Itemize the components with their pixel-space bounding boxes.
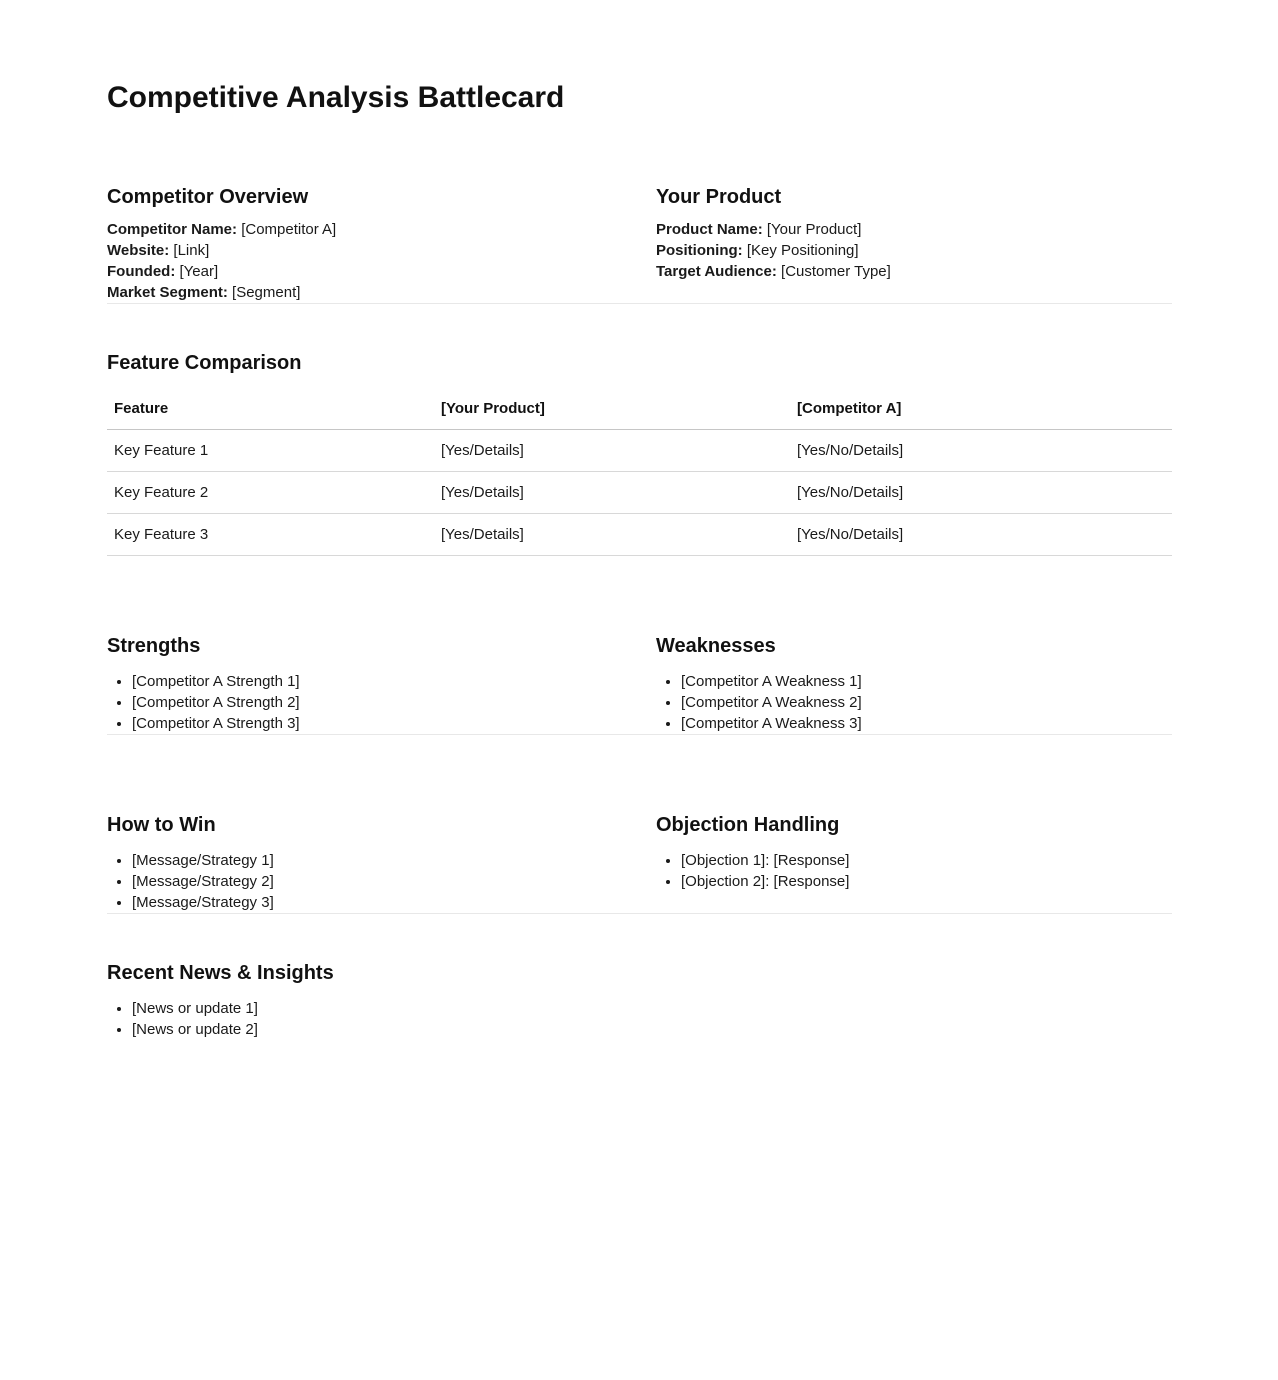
win-objection-section <box>107 812 1172 913</box>
strengths-heading: Strengths <box>107 635 201 657</box>
list-item: • [Message/Strategy 1] <box>132 850 656 871</box>
weaknesses-heading: Weaknesses <box>656 635 776 657</box>
list-item: • [Competitor A Strength 3] <box>132 713 656 734</box>
table-cell-feature: Key Feature 2 <box>107 472 434 514</box>
product-name-value: [Your Product] <box>766 221 862 238</box>
column-header-your-product: [Your Product] <box>434 388 790 430</box>
feature-comparison-section <box>107 350 1172 556</box>
divider <box>107 913 1172 914</box>
target-audience-field <box>656 261 1172 282</box>
column-header-competitor-a: [Competitor A] <box>790 388 1172 430</box>
table-cell-feature: Key Feature 3 <box>107 514 434 556</box>
table-cell-competitor-a: [Yes/No/Details] <box>790 472 1172 514</box>
objection-handling-list <box>656 850 1172 892</box>
market-segment-label: Market Segment: <box>107 284 228 301</box>
target-audience-label: Target Audience: <box>656 263 777 280</box>
battlecard-document <box>0 80 1278 1380</box>
list-item: • [Competitor A Weakness 3] <box>681 713 1172 734</box>
table-cell-your-product: [Yes/Details] <box>434 430 790 472</box>
your-product-fields <box>656 219 1172 282</box>
column-header-feature: Feature <box>107 388 434 430</box>
table-cell-your-product: [Yes/Details] <box>434 472 790 514</box>
list-item: • [News or update 2] <box>132 1019 1172 1040</box>
list-item: • [Competitor A Strength 2] <box>132 692 656 713</box>
target-audience-value: [Customer Type] <box>781 263 891 280</box>
objection-handling-heading: Objection Handling <box>656 814 840 836</box>
how-to-win-column <box>107 812 656 913</box>
product-name-label: Product Name: <box>656 221 763 238</box>
list-item: • [Objection 2]: [Response] <box>681 871 1172 892</box>
weaknesses-list <box>656 671 1172 734</box>
recent-news-list <box>107 998 1172 1040</box>
strengths-weaknesses-section <box>107 633 1172 734</box>
overview-section <box>107 184 1172 303</box>
list-item: • [Competitor A Strength 1] <box>132 671 656 692</box>
competitor-overview-column <box>107 184 656 303</box>
founded-field <box>107 261 656 282</box>
how-to-win-list <box>107 850 656 913</box>
positioning-label: Positioning: <box>656 242 743 259</box>
table-row <box>107 514 1172 556</box>
competitor-name-field <box>107 219 656 240</box>
your-product-heading: Your Product <box>656 186 782 208</box>
feature-comparison-table <box>107 388 1172 556</box>
weaknesses-column <box>656 633 1172 734</box>
list-item: • [Objection 1]: [Response] <box>681 850 1172 871</box>
recent-news-heading: Recent News & Insights <box>107 962 334 984</box>
competitor-overview-fields <box>107 219 656 303</box>
strengths-column <box>107 633 656 734</box>
recent-news-section <box>107 960 1172 1040</box>
table-cell-competitor-a: [Yes/No/Details] <box>790 430 1172 472</box>
competitor-name-label: Competitor Name: <box>107 221 238 238</box>
table-row <box>107 472 1172 514</box>
list-item: • [News or update 1] <box>132 998 1172 1019</box>
market-segment-field <box>107 282 656 303</box>
table-header-row <box>107 388 1172 430</box>
list-item: • [Competitor A Weakness 2] <box>681 692 1172 713</box>
table-cell-feature: Key Feature 1 <box>107 430 434 472</box>
page-title: Competitive Analysis Battlecard <box>107 81 565 114</box>
list-item: • [Message/Strategy 2] <box>132 871 656 892</box>
founded-label: Founded: <box>107 263 176 280</box>
objection-handling-column <box>656 812 1172 913</box>
strengths-list <box>107 671 656 734</box>
market-segment-value: [Segment] <box>232 284 301 301</box>
how-to-win-heading: How to Win <box>107 814 216 836</box>
table-cell-your-product: [Yes/Details] <box>434 514 790 556</box>
feature-comparison-heading: Feature Comparison <box>107 352 302 374</box>
founded-value: [Year] <box>179 263 219 280</box>
positioning-field <box>656 240 1172 261</box>
list-item: • [Competitor A Weakness 1] <box>681 671 1172 692</box>
positioning-value: [Key Positioning] <box>746 242 859 259</box>
table-cell-competitor-a: [Yes/No/Details] <box>790 514 1172 556</box>
your-product-column <box>656 184 1172 303</box>
website-label: Website: <box>107 242 170 259</box>
list-item: • [Message/Strategy 3] <box>132 892 656 913</box>
website-value: [Link] <box>173 242 210 259</box>
table-row <box>107 430 1172 472</box>
product-name-field <box>656 219 1172 240</box>
divider <box>107 734 1172 735</box>
website-field <box>107 240 656 261</box>
competitor-overview-heading: Competitor Overview <box>107 186 309 208</box>
competitor-name-value: [Competitor A] <box>241 221 337 238</box>
divider <box>107 303 1172 304</box>
